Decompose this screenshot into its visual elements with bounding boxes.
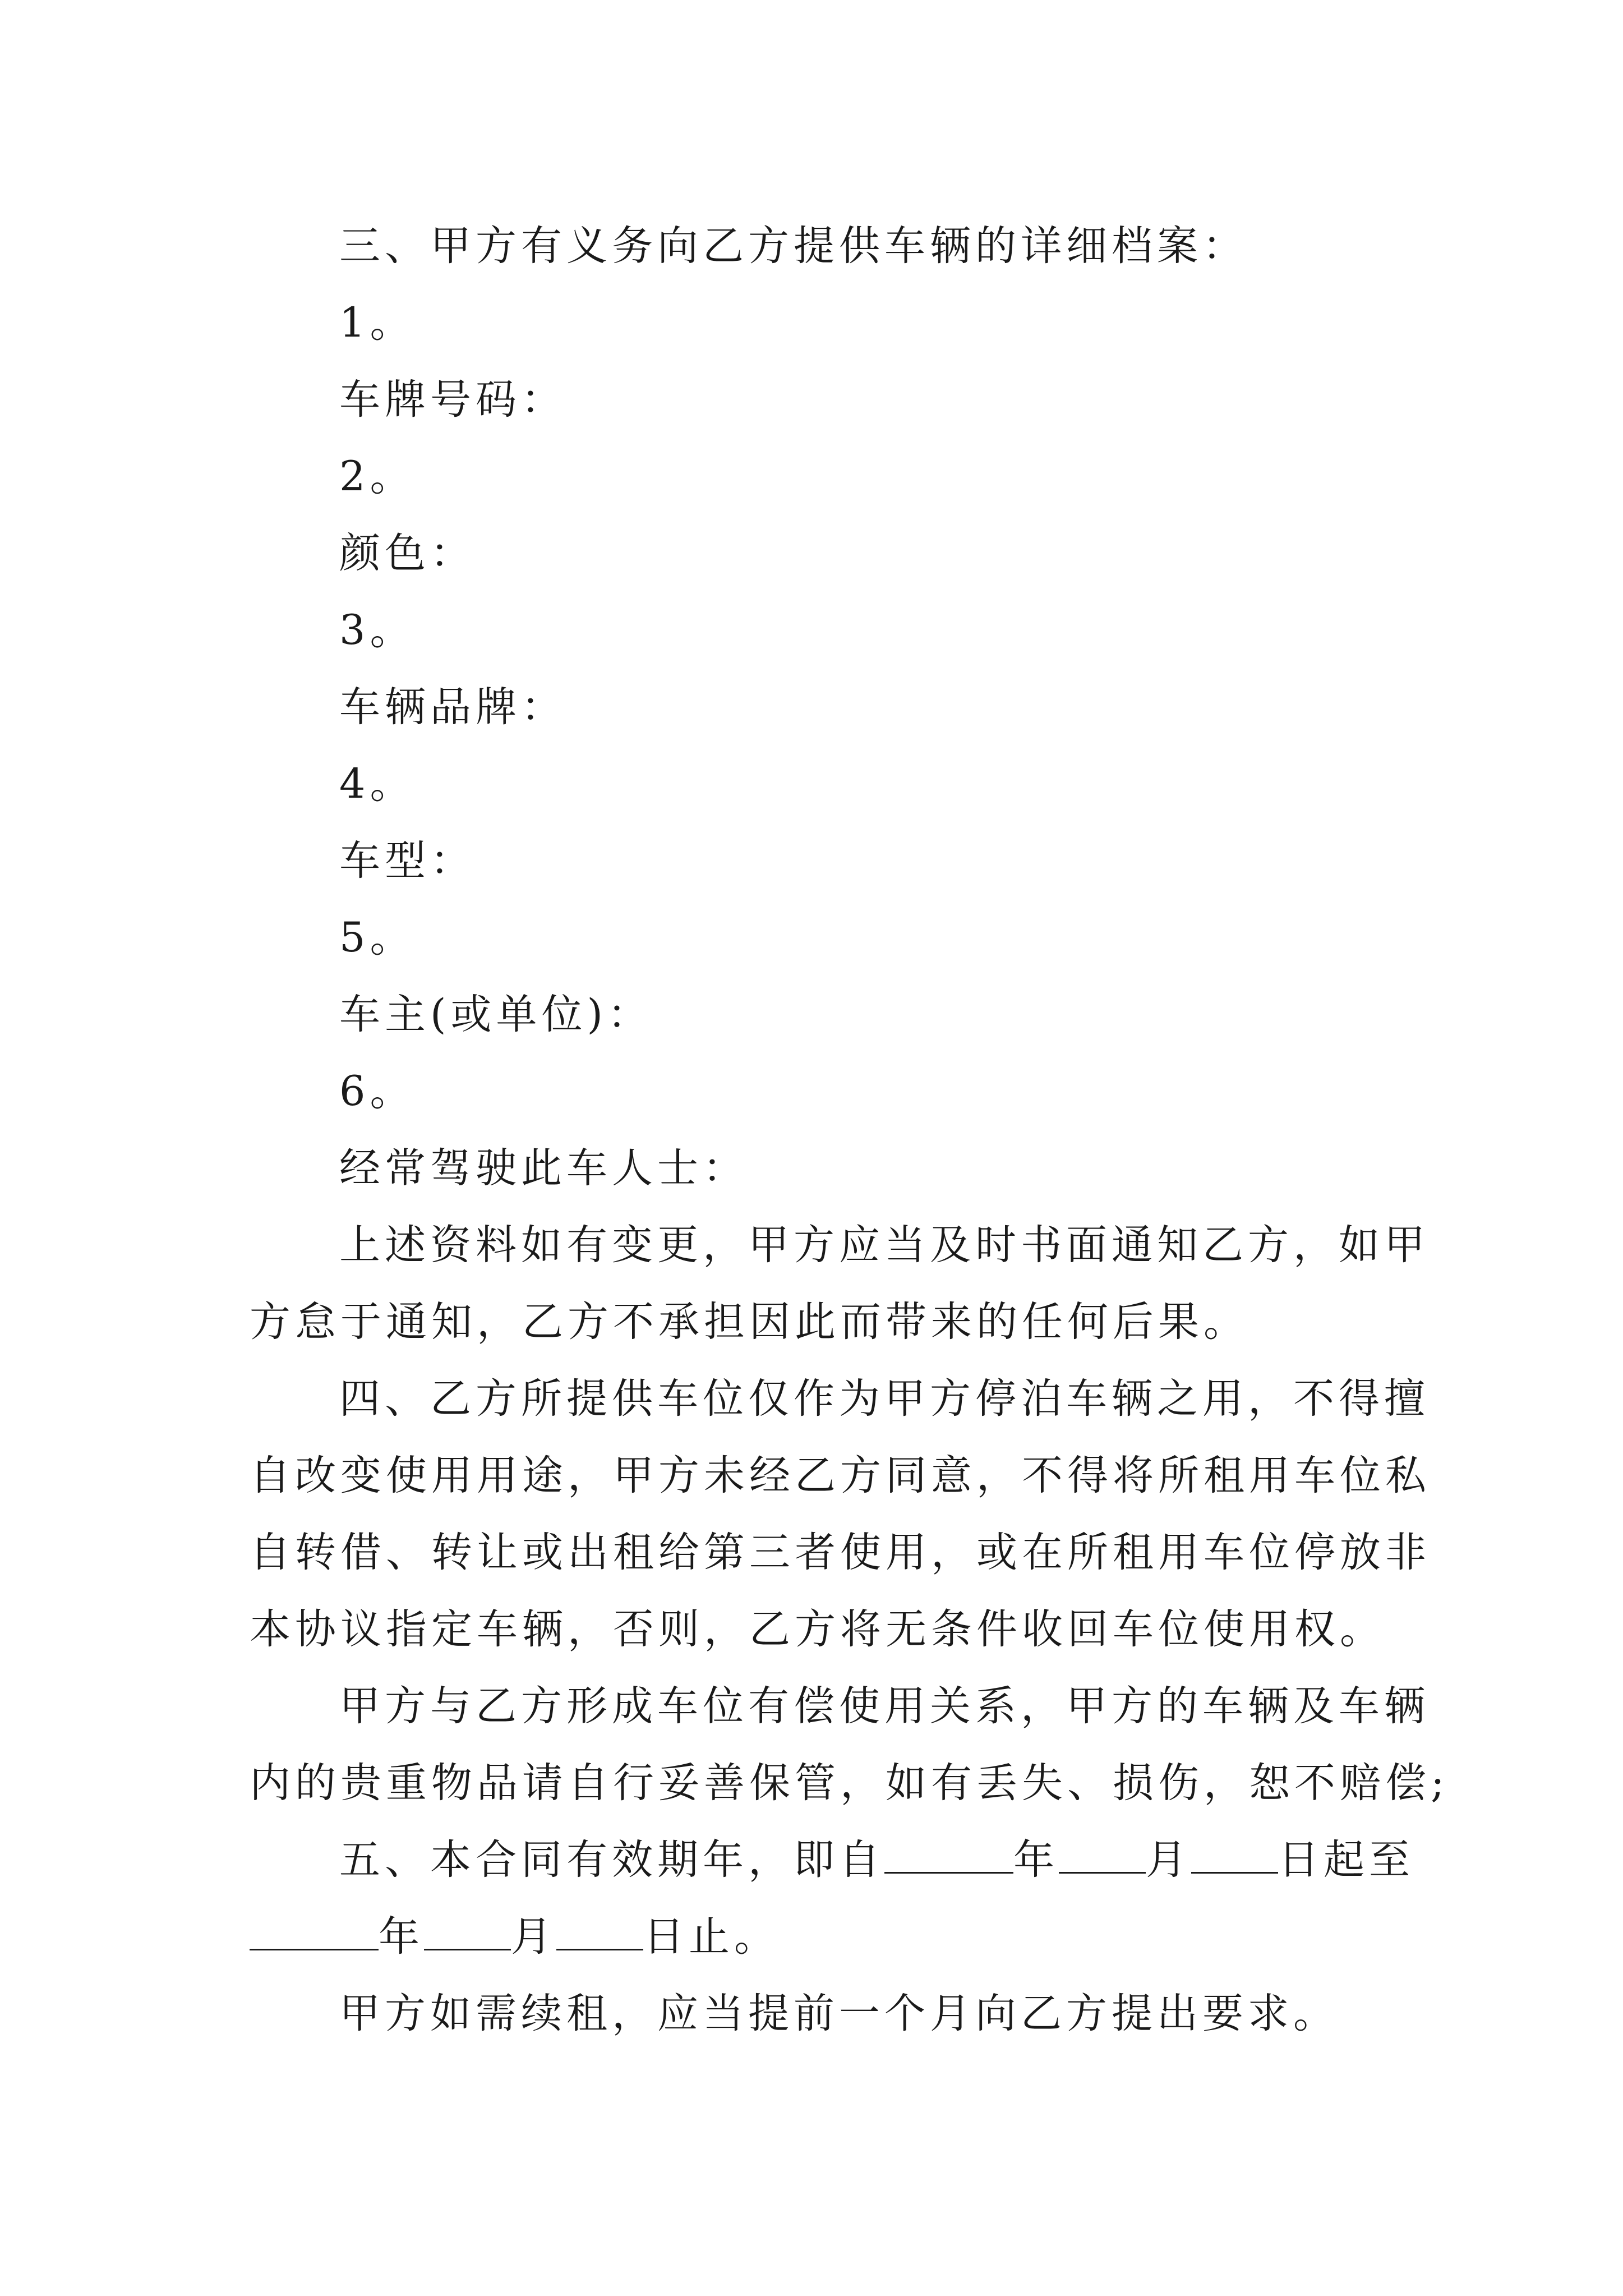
change-notice-line-2: 方怠于通知，乙方不承担因此而带来的任何后果。 (250, 1298, 1249, 1346)
item-plate-number-label: 车牌号码： (339, 376, 566, 424)
clause-3-heading: 三、甲方有义务向乙方提供车辆的详细档案： (339, 222, 1248, 270)
end-day-label: 日止。 (643, 1913, 780, 1961)
item-owner-label: 车主(或单位)： (339, 991, 653, 1038)
end-month-label: 月 (511, 1913, 556, 1961)
clause-5-term-line-1 (250, 1821, 1414, 1898)
liability-line-1: 甲方与乙方形成车位有偿使用关系，甲方的车辆及车辆 (339, 1682, 1430, 1730)
clause-4-line-2: 自改变使用用途，甲方未经乙方同意，不得将所租用车位私 (250, 1452, 1431, 1499)
start-day-blank[interactable] (1191, 1833, 1278, 1874)
item-1-number: 1。 (339, 299, 416, 347)
start-day-label: 日起至 (1278, 1836, 1414, 1884)
contract-body (250, 208, 1449, 2052)
start-month-blank[interactable] (1059, 1833, 1146, 1874)
clause-4-line-1: 四、乙方所提供车位仅作为甲方停泊车辆之用，不得擅 (339, 1375, 1430, 1423)
start-year-label: 年 (1013, 1836, 1059, 1884)
liability-line-2: 内的贵重物品请自行妥善保管，如有丢失、损伤，恕不赔偿; (250, 1759, 1449, 1807)
item-model-label: 车型： (339, 837, 476, 885)
end-month-blank[interactable] (424, 1910, 511, 1950)
change-notice-line-1: 上述资料如有变更，甲方应当及时书面通知乙方，如甲 (339, 1221, 1430, 1269)
item-4-number: 4。 (339, 760, 416, 808)
renewal-notice: 甲方如需续租，应当提前一个月向乙方提出要求。 (339, 1990, 1339, 2037)
clause-5-prefix: 五、本合同有效期年，即自 (339, 1836, 884, 1884)
end-year-label: 年 (379, 1913, 424, 1961)
end-day-blank[interactable] (556, 1910, 643, 1950)
item-5-number: 5。 (339, 914, 416, 961)
item-color-label: 颜色： (339, 530, 476, 577)
start-year-blank[interactable] (884, 1833, 1013, 1874)
item-3-number: 3。 (339, 606, 416, 654)
end-year-blank[interactable] (250, 1910, 379, 1950)
item-brand-label: 车辆品牌： (339, 683, 566, 731)
clause-5-term-line-2 (250, 1898, 1388, 1975)
clause-4-line-4: 本协议指定车辆，否则，乙方将无条件收回车位使用权。 (250, 1605, 1385, 1653)
item-driver-label: 经常驾驶此车人士： (339, 1144, 748, 1192)
item-6-number: 6。 (339, 1068, 416, 1115)
item-2-number: 2。 (339, 453, 416, 500)
clause-4-line-3: 自转借、转让或出租给第三者使用，或在所租用车位停放非 (250, 1529, 1431, 1576)
start-month-label: 月 (1146, 1836, 1191, 1884)
